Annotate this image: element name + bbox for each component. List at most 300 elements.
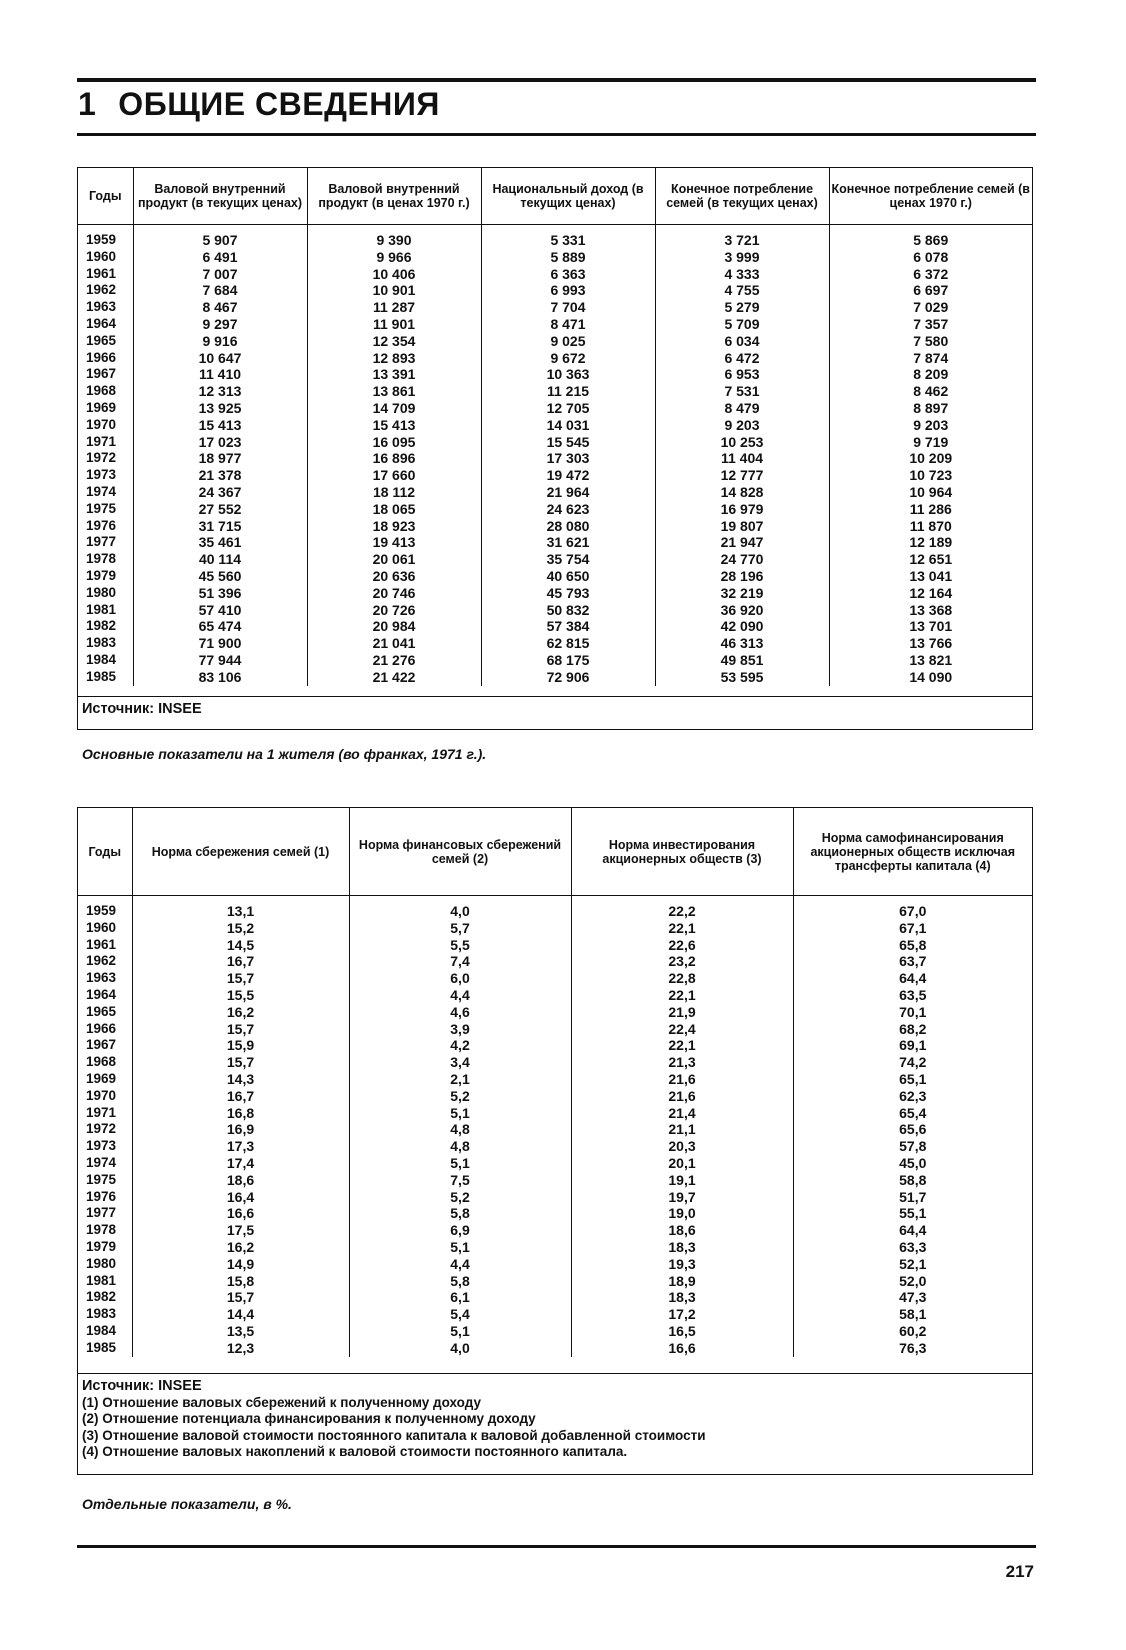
value-cell: 20 061 (307, 551, 481, 568)
year-cell: 1959 (78, 903, 132, 920)
value-cell: 45 560 (133, 568, 307, 585)
value-cell: 3 721 (655, 232, 829, 249)
value-cell: 9 719 (913, 433, 949, 450)
value-cell: 10 901 (307, 282, 481, 299)
value-cell: 6 472 (655, 350, 829, 367)
footnote: (4) Отношение валовых накоплений к валовой стоимости постоянного капитала. (82, 1444, 628, 1459)
value-cell: 4 755 (655, 282, 829, 299)
value-cell: 5,1 (349, 1105, 571, 1122)
value-cell: 16,7 (132, 953, 349, 970)
value-cell: 9 966 (307, 249, 481, 266)
table2-source: Источник: INSEE (82, 1378, 202, 1394)
value-cell: 21,4 (571, 1105, 793, 1122)
value-cell: 64,4 (899, 970, 927, 987)
year-cell: 1980 (78, 585, 133, 602)
value-cell: 11 870 (909, 517, 952, 534)
value-cell: 11 287 (307, 299, 481, 316)
section-heading (78, 86, 440, 123)
value-cell: 15,2 (132, 920, 349, 937)
year-cell: 1965 (78, 1004, 132, 1021)
year-cell: 1963 (78, 299, 133, 316)
value-cell: 65,8 (899, 936, 927, 953)
value-cell: 5,8 (349, 1273, 571, 1290)
table-row (78, 970, 1032, 987)
table-row (78, 1004, 1032, 1021)
value-cell: 17,5 (132, 1222, 349, 1239)
value-cell: 17 303 (481, 450, 655, 467)
value-cell: 19,0 (571, 1205, 793, 1222)
value-cell: 57 410 (133, 602, 307, 619)
value-cell: 17 660 (307, 467, 481, 484)
value-cell: 6,1 (349, 1289, 571, 1306)
value-cell: 5 907 (133, 232, 307, 249)
page-number: 217 (1005, 1562, 1034, 1581)
table-per-capita-indicators (77, 167, 1033, 730)
value-cell: 51,7 (899, 1188, 927, 1205)
year-cell: 1976 (78, 1189, 132, 1206)
value-cell: 68 175 (481, 652, 655, 669)
top-rule (77, 78, 1036, 82)
value-cell: 65,1 (899, 1070, 927, 1087)
value-cell: 27 552 (133, 501, 307, 518)
year-cell: 1959 (78, 232, 133, 249)
year-cell: 1978 (78, 551, 133, 568)
value-cell: 5,4 (349, 1306, 571, 1323)
value-cell: 4,2 (349, 1037, 571, 1054)
table2-header-1: Норма сбережения семей (1) (132, 808, 349, 896)
value-cell: 67,0 (899, 903, 927, 919)
value-cell: 24 770 (655, 551, 829, 568)
value-cell: 13 766 (909, 635, 953, 652)
table-row (78, 534, 1032, 551)
value-cell: 7 357 (913, 315, 949, 332)
value-cell: 5 279 (655, 299, 829, 316)
table-row (78, 1155, 1032, 1172)
value-cell: 14,3 (132, 1071, 349, 1088)
table1-header-1: Валовой внутренний продукт (в текущих ценах) (133, 168, 307, 225)
value-cell: 70,1 (899, 1003, 927, 1020)
value-cell: 16 896 (307, 450, 481, 467)
table-row (78, 1172, 1032, 1189)
value-cell: 4,0 (349, 1340, 571, 1357)
year-cell: 1984 (78, 1323, 132, 1340)
value-cell: 13 821 (909, 651, 953, 668)
year-cell: 1971 (78, 434, 133, 451)
year-cell: 1968 (78, 1054, 132, 1071)
value-cell: 18,9 (571, 1273, 793, 1290)
year-cell: 1962 (78, 282, 133, 299)
value-cell: 20 984 (307, 618, 481, 635)
value-cell: 6 034 (655, 333, 829, 350)
year-cell: 1963 (78, 970, 132, 987)
value-cell: 5 869 (913, 232, 949, 248)
year-cell: 1969 (78, 400, 133, 417)
value-cell: 16,5 (571, 1323, 793, 1340)
value-cell: 5 709 (655, 316, 829, 333)
value-cell: 7 580 (913, 332, 949, 349)
value-cell: 6,0 (349, 970, 571, 987)
value-cell: 10 964 (909, 483, 953, 500)
value-cell: 12 354 (307, 333, 481, 350)
table1-header-4: Конечное потребление семей (в текущих ценах) (655, 168, 829, 225)
table-row (78, 602, 1032, 619)
value-cell: 6 363 (481, 266, 655, 283)
value-cell: 16 979 (655, 501, 829, 518)
value-cell: 18,3 (571, 1239, 793, 1256)
value-cell: 15,7 (132, 970, 349, 987)
value-cell: 21 947 (655, 534, 829, 551)
value-cell: 72 906 (481, 669, 655, 686)
table-row (78, 1239, 1032, 1256)
year-cell: 1961 (78, 937, 132, 954)
value-cell: 60,2 (899, 1322, 927, 1339)
year-cell: 1971 (78, 1105, 132, 1122)
value-cell: 19,3 (571, 1256, 793, 1273)
table1-header-3: Национальный доход (в текущих ценах) (481, 168, 655, 225)
table-row (78, 937, 1032, 954)
value-cell: 8 467 (133, 299, 307, 316)
value-cell: 7,5 (349, 1172, 571, 1189)
value-cell: 22,1 (571, 1037, 793, 1054)
value-cell: 18,3 (571, 1289, 793, 1306)
value-cell: 13,1 (132, 903, 349, 920)
value-cell: 49 851 (655, 652, 829, 669)
year-cell: 1974 (78, 1155, 132, 1172)
value-cell: 58,8 (899, 1171, 927, 1188)
value-cell: 42 090 (655, 618, 829, 635)
value-cell: 63,3 (899, 1238, 927, 1255)
value-cell: 9 203 (913, 416, 949, 433)
table-row (78, 518, 1032, 535)
value-cell: 14 090 (909, 668, 953, 685)
year-cell: 1985 (78, 669, 133, 686)
table-row (78, 1054, 1032, 1071)
value-cell: 5,2 (349, 1189, 571, 1206)
value-cell: 12 705 (481, 400, 655, 417)
value-cell: 69,1 (899, 1037, 927, 1054)
value-cell: 6,9 (349, 1222, 571, 1239)
value-cell: 7 029 (913, 299, 949, 316)
value-cell: 18 923 (307, 518, 481, 535)
value-cell: 3 999 (655, 249, 829, 266)
footnote: (2) Отношение потенциала финансирования к полученному доходу (82, 1411, 536, 1426)
value-cell: 15 413 (133, 417, 307, 434)
value-cell: 57 384 (481, 618, 655, 635)
value-cell: 52,1 (899, 1255, 927, 1272)
value-cell: 16,8 (132, 1105, 349, 1122)
value-cell: 18 065 (307, 501, 481, 518)
value-cell: 53 595 (655, 669, 829, 686)
value-cell: 13 368 (909, 601, 953, 618)
value-cell: 9 297 (133, 316, 307, 333)
table-row (78, 266, 1032, 283)
value-cell: 9 916 (133, 333, 307, 350)
value-cell: 10 647 (133, 350, 307, 367)
value-cell: 50 832 (481, 602, 655, 619)
title-rule (77, 133, 1036, 136)
year-cell: 1973 (78, 1138, 132, 1155)
table-row (78, 434, 1032, 451)
value-cell: 16,4 (132, 1189, 349, 1206)
value-cell: 5,7 (349, 920, 571, 937)
value-cell: 12 313 (133, 383, 307, 400)
year-cell: 1972 (78, 1121, 132, 1138)
value-cell: 24 623 (481, 501, 655, 518)
table-row (78, 299, 1032, 316)
year-cell: 1979 (78, 1239, 132, 1256)
year-cell: 1983 (78, 635, 133, 652)
value-cell: 28 196 (655, 568, 829, 585)
table-row (78, 551, 1032, 568)
value-cell: 65,6 (899, 1121, 927, 1138)
value-cell: 6 491 (133, 249, 307, 266)
table2-header-4: Норма самофинансирования акционерных обществ исключая трансферты капитала (4) (793, 808, 1032, 896)
table1-caption: Основные показатели на 1 жителя (во франках, 1971 г.). (82, 746, 487, 762)
value-cell: 14,9 (132, 1256, 349, 1273)
value-cell: 2,1 (349, 1071, 571, 1088)
value-cell: 9 390 (307, 232, 481, 249)
value-cell: 8 209 (913, 366, 949, 383)
year-cell: 1981 (78, 602, 133, 619)
table-row (78, 1205, 1032, 1222)
value-cell: 51 396 (133, 585, 307, 602)
year-cell: 1975 (78, 1172, 132, 1189)
value-cell: 22,2 (571, 903, 793, 920)
value-cell: 5,2 (349, 1088, 571, 1105)
value-cell: 57,8 (899, 1138, 927, 1155)
table-row (78, 585, 1032, 602)
table1-source: Источник: INSEE (78, 696, 1032, 729)
value-cell: 7 704 (481, 299, 655, 316)
value-cell: 67,1 (899, 919, 927, 936)
value-cell: 31 715 (133, 518, 307, 535)
table2-notes-block (78, 1373, 1032, 1474)
table-row (78, 316, 1032, 333)
value-cell: 20 636 (307, 568, 481, 585)
table2-header-0: Годы (78, 808, 132, 896)
year-cell: 1965 (78, 333, 133, 350)
year-cell: 1970 (78, 417, 133, 434)
value-cell: 21 964 (481, 484, 655, 501)
value-cell: 21,3 (571, 1054, 793, 1071)
year-cell: 1977 (78, 1205, 132, 1222)
value-cell: 4,0 (349, 903, 571, 920)
year-cell: 1964 (78, 316, 133, 333)
value-cell: 21 378 (133, 467, 307, 484)
value-cell: 19,1 (571, 1172, 793, 1189)
value-cell: 5,1 (349, 1239, 571, 1256)
year-cell: 1978 (78, 1222, 132, 1239)
value-cell: 35 754 (481, 551, 655, 568)
value-cell: 5,1 (349, 1155, 571, 1172)
year-cell: 1969 (78, 1071, 132, 1088)
value-cell: 15,5 (132, 987, 349, 1004)
value-cell: 19 807 (655, 518, 829, 535)
year-cell: 1976 (78, 518, 133, 535)
table-row (78, 282, 1032, 299)
value-cell: 17,2 (571, 1306, 793, 1323)
value-cell: 3,9 (349, 1021, 571, 1038)
table-row (78, 467, 1032, 484)
value-cell: 6 697 (913, 282, 949, 299)
value-cell: 21 422 (307, 669, 481, 686)
value-cell: 68,2 (899, 1020, 927, 1037)
table-row (78, 501, 1032, 518)
value-cell: 21 041 (307, 635, 481, 652)
value-cell: 55,1 (899, 1205, 927, 1222)
table-row (78, 1273, 1032, 1290)
value-cell: 15,9 (132, 1037, 349, 1054)
value-cell: 9 025 (481, 333, 655, 350)
value-cell: 4,8 (349, 1121, 571, 1138)
value-cell: 19,7 (571, 1189, 793, 1206)
year-cell: 1962 (78, 953, 132, 970)
value-cell: 14 031 (481, 417, 655, 434)
value-cell: 12 164 (909, 584, 953, 601)
value-cell: 6 372 (913, 265, 949, 282)
value-cell: 13 925 (133, 400, 307, 417)
value-cell: 18 977 (133, 450, 307, 467)
year-cell: 1982 (78, 618, 133, 635)
value-cell: 5 889 (481, 249, 655, 266)
value-cell: 76,3 (899, 1339, 927, 1356)
value-cell: 58,1 (899, 1306, 927, 1323)
table-row (78, 350, 1032, 367)
value-cell: 16,6 (571, 1340, 793, 1357)
value-cell: 14 828 (655, 484, 829, 501)
value-cell: 11 215 (481, 383, 655, 400)
value-cell: 6 953 (655, 366, 829, 383)
value-cell: 63,7 (899, 953, 927, 970)
table-row (78, 232, 1032, 249)
year-cell: 1975 (78, 501, 133, 518)
table-row (78, 1021, 1032, 1038)
year-cell: 1968 (78, 383, 133, 400)
table-row (78, 400, 1032, 417)
table2-header-2: Норма финансовых сбережений семей (2) (349, 808, 571, 896)
value-cell: 16 095 (307, 434, 481, 451)
value-cell: 71 900 (133, 635, 307, 652)
value-cell: 3,4 (349, 1054, 571, 1071)
table2-header-3: Норма инвестирования акционерных обществ (3) (571, 808, 793, 896)
value-cell: 18,6 (132, 1172, 349, 1189)
year-cell: 1970 (78, 1088, 132, 1105)
table1-header-2: Валовой внутренний продукт (в ценах 1970 г.) (307, 168, 481, 225)
value-cell: 14,5 (132, 937, 349, 954)
value-cell: 21,9 (571, 1004, 793, 1021)
value-cell: 13 701 (909, 618, 953, 635)
value-cell: 77 944 (133, 652, 307, 669)
value-cell: 20,3 (571, 1138, 793, 1155)
table-row (78, 249, 1032, 266)
value-cell: 4,6 (349, 1004, 571, 1021)
value-cell: 7 874 (913, 349, 949, 366)
value-cell: 46 313 (655, 635, 829, 652)
value-cell: 14,4 (132, 1306, 349, 1323)
value-cell: 14 709 (307, 400, 481, 417)
value-cell: 83 106 (133, 669, 307, 686)
value-cell: 10 253 (655, 434, 829, 451)
table-row (78, 1256, 1032, 1273)
year-cell: 1973 (78, 467, 133, 484)
value-cell: 20,1 (571, 1155, 793, 1172)
value-cell: 20 746 (307, 585, 481, 602)
value-cell: 12 651 (909, 551, 953, 568)
table-row (78, 568, 1032, 585)
table1-header-5: Конечное потребление семей (в ценах 1970 г.) (829, 168, 1032, 225)
table-row (78, 1121, 1032, 1138)
value-cell: 12,3 (132, 1340, 349, 1357)
value-cell: 15,7 (132, 1021, 349, 1038)
value-cell: 7 531 (655, 383, 829, 400)
value-cell: 12 777 (655, 467, 829, 484)
footnote: (1) Отношение валовых сбережений к полученному доходу (82, 1394, 481, 1410)
value-cell: 16,9 (132, 1121, 349, 1138)
value-cell: 22,6 (571, 937, 793, 954)
value-cell: 7 684 (133, 282, 307, 299)
value-cell: 32 219 (655, 585, 829, 602)
value-cell: 36 920 (655, 602, 829, 619)
table-row (78, 635, 1032, 652)
value-cell: 21 276 (307, 652, 481, 669)
table-row (78, 1323, 1032, 1340)
value-cell: 13 041 (909, 567, 953, 584)
value-cell: 64,4 (899, 1222, 927, 1239)
table-row (78, 333, 1032, 350)
value-cell: 13,5 (132, 1323, 349, 1340)
value-cell: 11 286 (909, 500, 952, 517)
table-row (78, 1222, 1032, 1239)
value-cell: 4,4 (349, 1256, 571, 1273)
table-row (78, 417, 1032, 434)
value-cell: 63,5 (899, 986, 927, 1003)
value-cell: 47,3 (899, 1289, 927, 1306)
value-cell: 7,4 (349, 953, 571, 970)
value-cell: 5,1 (349, 1323, 571, 1340)
year-cell: 1964 (78, 987, 132, 1004)
table-row (78, 903, 1032, 920)
value-cell: 11 410 (133, 366, 307, 383)
table-row (78, 1306, 1032, 1323)
value-cell: 18 112 (307, 484, 481, 501)
value-cell: 16,7 (132, 1088, 349, 1105)
value-cell: 22,1 (571, 920, 793, 937)
year-cell: 1985 (78, 1340, 132, 1357)
table-row (78, 987, 1032, 1004)
value-cell: 23,2 (571, 953, 793, 970)
table-row (78, 1289, 1032, 1306)
value-cell: 10 209 (909, 450, 953, 467)
value-cell: 21,6 (571, 1088, 793, 1105)
value-cell: 28 080 (481, 518, 655, 535)
table-row (78, 1088, 1032, 1105)
year-cell: 1960 (78, 249, 133, 266)
value-cell: 62,3 (899, 1087, 927, 1104)
year-cell: 1967 (78, 366, 133, 383)
value-cell: 65,4 (899, 1104, 927, 1121)
value-cell: 45,0 (899, 1154, 927, 1171)
value-cell: 19 472 (481, 467, 655, 484)
bottom-rule (77, 1545, 1036, 1548)
value-cell: 9 672 (481, 350, 655, 367)
value-cell: 22,4 (571, 1021, 793, 1038)
value-cell: 15,7 (132, 1289, 349, 1306)
value-cell: 7 007 (133, 266, 307, 283)
table-row (78, 383, 1032, 400)
value-cell: 16,2 (132, 1004, 349, 1021)
section-title: ОБЩИЕ СВЕДЕНИЯ (118, 86, 440, 122)
value-cell: 52,0 (899, 1272, 927, 1289)
